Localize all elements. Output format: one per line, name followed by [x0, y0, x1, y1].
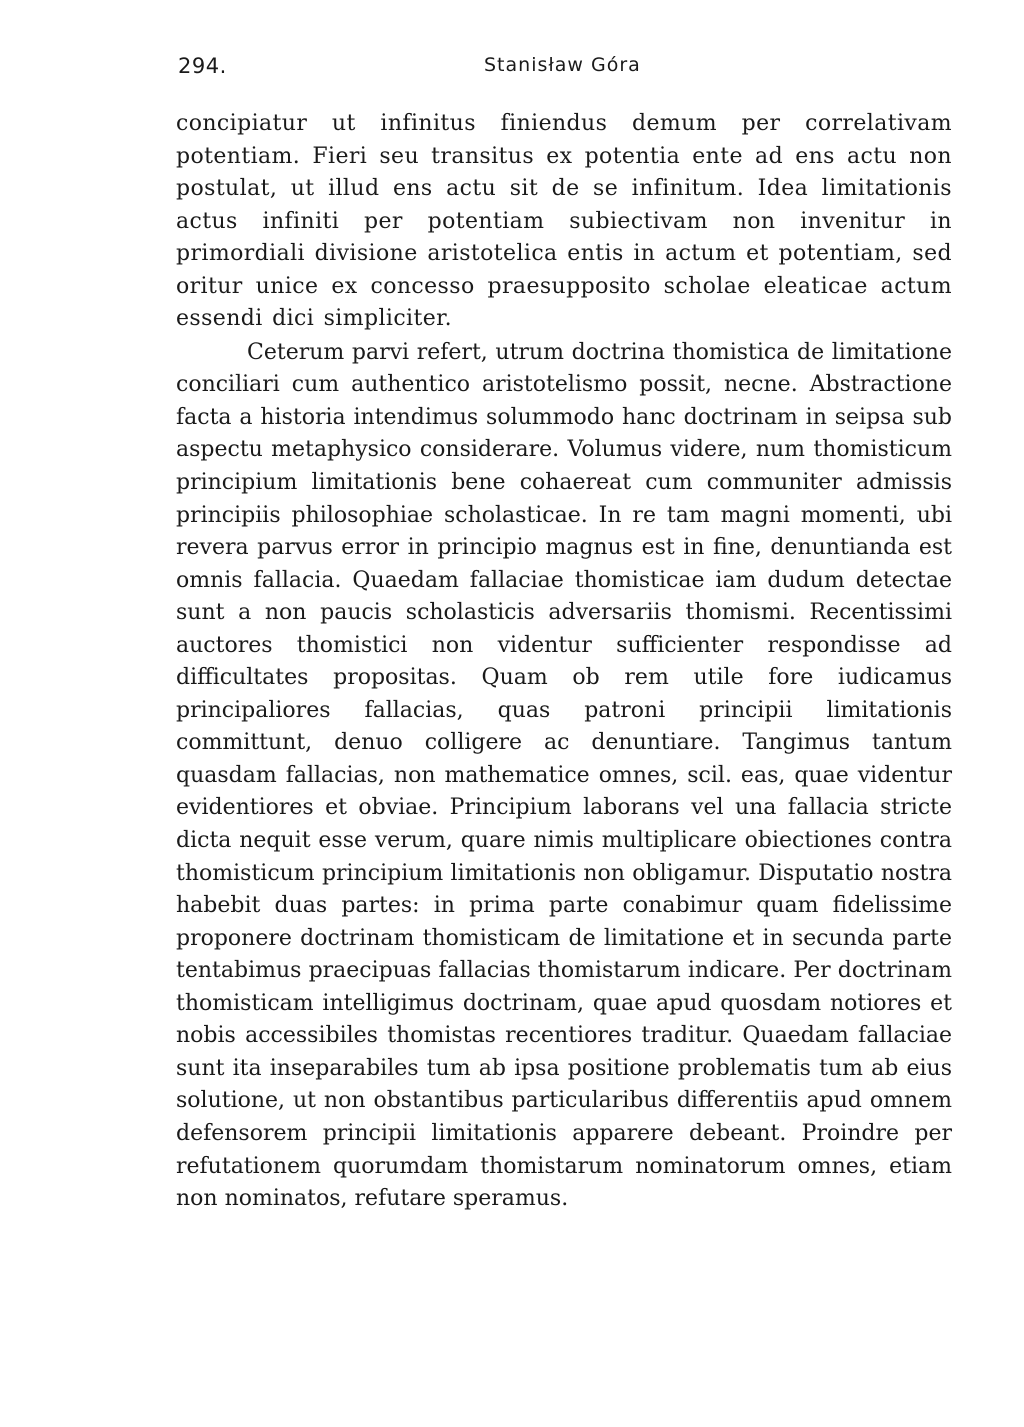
page-number: 294.: [178, 54, 227, 78]
running-head: [178, 54, 948, 86]
paragraph-1: concipiatur ut infinitus finiendus demum per correlativam potentiam. Fieri seu transitus ex potentia ente ad ens actu non postulat, ut illud ens actu sit de se infinitum. Idea limitationis actus infiniti per potentiam subiectivam non invenitur in primordiali divisione aristotelica entis in actum et potentiam, sed oritur unice ex concesso praesupposito scholae eleaticae actum essendi dici simpliciter.: [176, 111, 952, 332]
running-head-author: Stanisław Góra: [484, 54, 641, 76]
body-text: [176, 108, 952, 1216]
paragraph-2: Ceterum parvi refert, utrum doctrina thomistica de limitatione conciliari cum authentico aristotelismo possit, necne. Abstractione facta a historia intendimus solummodo hanc doctrinam in seipsa sub aspectu metaphysico considerare. Volumus videre, num thomisticum principium limitationis bene cohaereat cum communiter admissis principiis philosophiae scholasticae. In re tam magni momenti, ubi revera parvus error in principio magnus est in fine, denuntianda est omnis fallacia. Quaedam fallaciae thomisticae iam dudum detectae sunt a non paucis scholasticis adversariis thomismi. Recentissimi auctores thomistici non videntur sufficienter respondisse ad difficultates propositas. Quam ob rem utile fore iudicamus principaliores fallacias, quas patroni principii limitationis committunt, denuo colligere ac denuntiare. Tangimus tantum quasdam fallacias, non mathematice omnes, scil. eas, quae videntur evidentiores et obviae. Principium laborans vel una fallacia stricte dicta nequit esse verum, quare nimis multiplicare obiectiones contra thomisticum principium limitationis non obligamur. Disputatio nostra habebit duas partes: in prima parte conabimur quam fidelissime proponere doctrinam thomisticam de limitatione et in secunda parte tentabimus praecipuas fallacias thomistarum indicare. Per doctrinam thomisticam intelligimus doctrinam, quae apud quosdam notiores et nobis accessibiles thomistas recentiores traditur. Quaedam fallaciae sunt ita inseparabiles tum ab ipsa positione problematis tum ab eius solutione, ut non obstantibus particularibus differentiis apud omnem defensorem principii limitationis apparere debeant. Proindre per refutationem quorumdam thomistarum nominatorum omnes, etiam non nominatos, refutare speramus.: [176, 339, 952, 1212]
